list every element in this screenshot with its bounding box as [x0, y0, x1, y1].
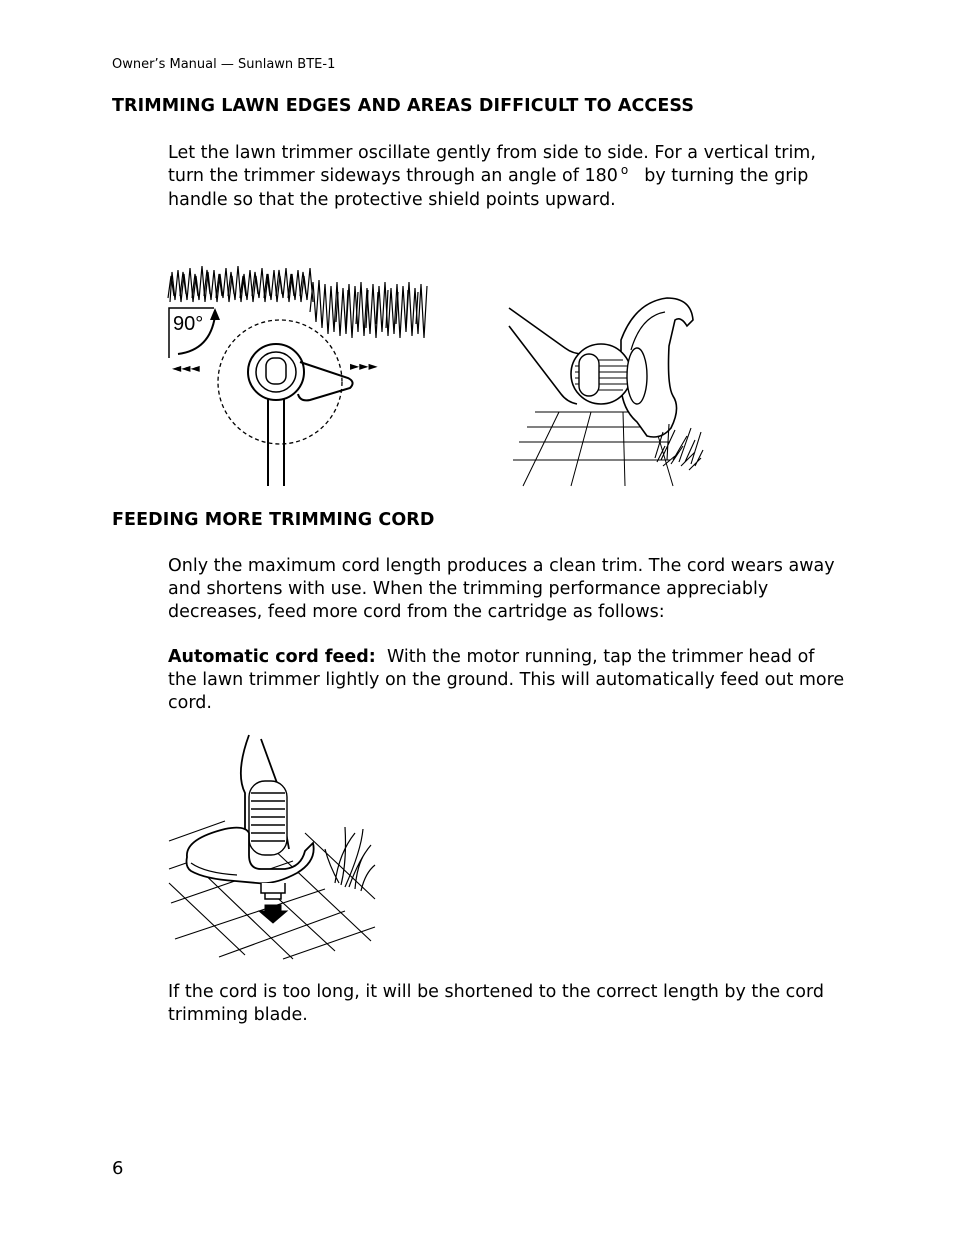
figure-tap-head: [165, 733, 380, 963]
final-paragraph: If the cord is too long, it will be shortened to the correct length by the cord trimming blade.: [168, 982, 825, 1025]
grass-band: [168, 266, 427, 338]
tap-down-arrow: [259, 905, 287, 923]
section-heading-trimming: TRIMMING LAWN EDGES AND AREAS DIFFICULT TO ACCESS: [112, 96, 695, 116]
figure-vertical-trim: [160, 262, 435, 490]
trimming-text-part1: Let the lawn trimmer oscillate gently from side to side. For a vertical trim, turn the trimmer sideways through an angle of 180: [168, 143, 816, 186]
figure-shield-up: [505, 290, 710, 490]
running-header: Owner’s Manual — Sunlawn BTE-1: [112, 57, 336, 72]
auto-feed-label: Automatic cord feed:: [168, 647, 376, 667]
oscillate-right-arrows: ►►►: [350, 359, 378, 373]
oscillate-left-arrows: ◄◄◄: [172, 361, 200, 375]
trimming-text-part2: by turning the grip handle so that the protective shield points upward.: [168, 165, 809, 210]
spring-coil: [249, 781, 287, 855]
auto-feed-paragraph: [168, 646, 848, 714]
rotation-arrowhead: [210, 308, 220, 320]
auto-feed-text: With the motor running, tap the trimmer head of the lawn trimmer lightly on the ground. This will automatically feed out more cord.: [168, 647, 845, 713]
trimming-paragraph: [168, 142, 848, 211]
section-heading-feeding: FEEDING MORE TRIMMING CORD: [112, 510, 435, 530]
guard-loop: [298, 362, 353, 400]
bump-knob: [261, 883, 285, 899]
page-number: 6: [112, 1158, 124, 1179]
degree-symbol: o: [620, 162, 629, 177]
feeding-paragraph: Only the maximum cord length produces a clean trim. The cord wears away and shortens with use. When the trimming performance appreciably decreases, feed more cord from the cartridge as follows:: [168, 556, 835, 622]
angle-label: 90°: [173, 313, 204, 335]
trimmer-shaft-angled: [509, 308, 583, 404]
